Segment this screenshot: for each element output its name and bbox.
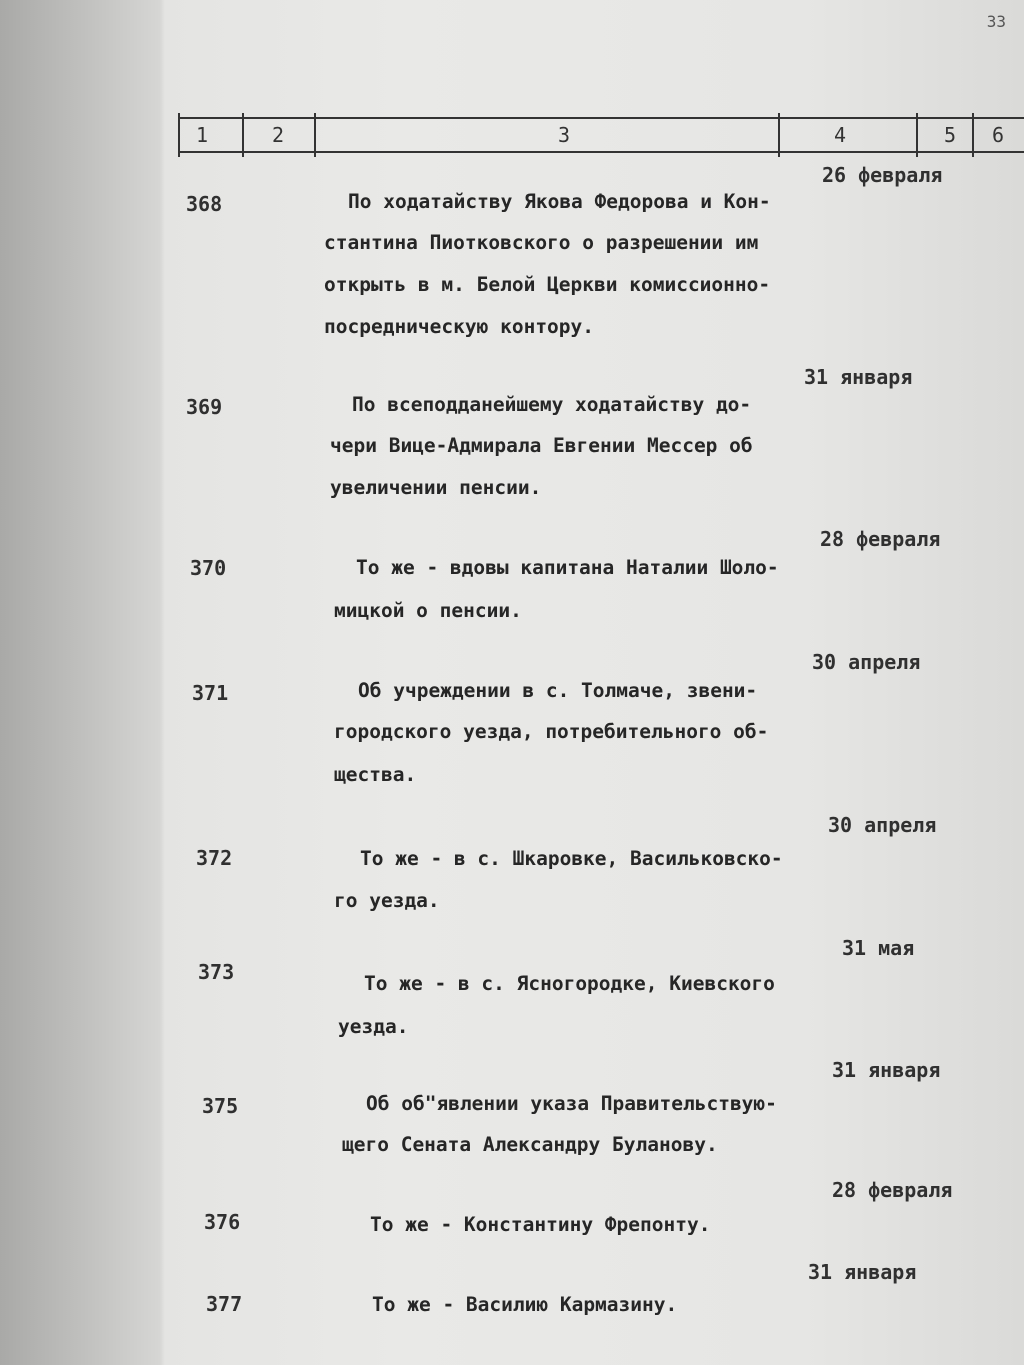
entry-text-line: щества. [334, 763, 417, 786]
entry-date: 31 января [808, 1260, 917, 1284]
entry-text-line: То же - вдовы капитана Наталии Шоло- [356, 556, 779, 579]
entry-text-line: стантина Пиотковского о разрешении им [324, 231, 759, 254]
entry-number: 376 [204, 1210, 241, 1234]
entry-date: 28 февраля [832, 1178, 953, 1202]
entry-text-line: городского уезда, потребительного об- [334, 720, 769, 743]
entry-number: 370 [190, 556, 227, 580]
entry-text-line: го уезда. [334, 889, 440, 912]
column-divider [314, 113, 316, 157]
entry-number: 373 [198, 960, 235, 984]
entry-text-line: увеличении пенсии. [330, 476, 542, 499]
entry-text-line: То же - в с. Ясногородке, Киевского [364, 972, 775, 995]
entry-text-line: уезда. [338, 1015, 409, 1038]
entry-date: 31 января [804, 365, 913, 389]
column-divider [778, 113, 780, 157]
entry-number: 371 [192, 681, 229, 705]
entry-number: 375 [202, 1094, 239, 1118]
entry-number: 369 [186, 395, 223, 419]
entry-number: 368 [186, 192, 223, 216]
column-header-row [180, 117, 1024, 153]
entry-text-line: Об учреждении в с. Толмаче, звени- [358, 679, 758, 702]
column-header-1: 1 [196, 123, 209, 147]
entry-date: 30 апреля [828, 813, 937, 837]
entry-date: 31 мая [842, 936, 915, 960]
entry-number: 372 [196, 846, 233, 870]
entry-text-line: чери Вице-Адмирала Евгении Мессер об [330, 434, 753, 457]
page-gutter-shadow [0, 0, 165, 1365]
entry-text-line: По всеподданейшему ходатайству до- [352, 393, 752, 416]
column-divider [242, 113, 244, 157]
entry-text-line: мицкой о пенсии. [334, 599, 522, 622]
entry-number: 377 [206, 1292, 243, 1316]
page-number: 33 [986, 12, 1006, 31]
entry-text-line: По ходатайству Якова Федорова и Кон- [348, 190, 771, 213]
entry-date: 28 февраля [820, 527, 941, 551]
column-header-6: 6 [992, 123, 1005, 147]
entry-text-line: То же - Василию Кармазину. [372, 1293, 678, 1316]
column-divider [916, 113, 918, 157]
entry-text-line: посредническую контору. [324, 315, 595, 338]
column-divider [972, 113, 974, 157]
column-header-5: 5 [944, 123, 957, 147]
entry-text-line: То же - Константину Фрепонту. [370, 1213, 711, 1236]
entry-text-line: То же - в с. Шкаровке, Васильковско- [360, 847, 783, 870]
column-header-4: 4 [834, 123, 847, 147]
column-header-3: 3 [558, 123, 571, 147]
entry-text-line: Об об"явлении указа Правительствую- [366, 1092, 777, 1115]
column-header-2: 2 [272, 123, 285, 147]
entry-text-line: открыть в м. Белой Церкви комиссионно- [324, 273, 771, 296]
column-divider [178, 113, 180, 157]
entry-date: 30 апреля [812, 650, 921, 674]
entry-date: 31 января [832, 1058, 941, 1082]
entry-text-line: щего Сената Александру Буланову. [342, 1133, 718, 1156]
entry-date: 26 февраля [822, 163, 943, 187]
